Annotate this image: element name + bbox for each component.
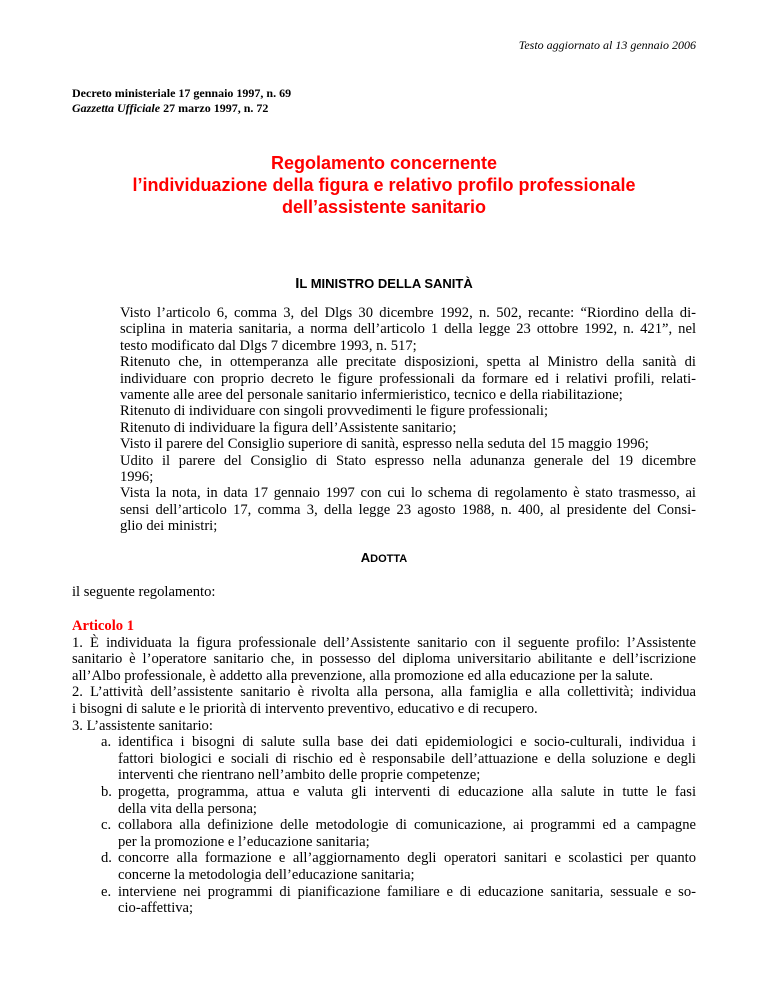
preamble-line: 1996; (120, 469, 154, 486)
adotta-rest: DOTTA (370, 553, 408, 565)
preamble-line: Ritenuto di individuare la figura dell’Assistente sanitario; (120, 419, 457, 436)
item-line: della vita della persona; (118, 800, 257, 817)
item-line: progetta, programma, attua e valuta gli interventi di educazione alla salute in tutte le fasi (118, 783, 696, 800)
title-line-2: l’individuazione della figura e relativo profilo professionale (132, 175, 636, 195)
decree-line: Decreto ministeriale 17 gennaio 1997, n. 69 (72, 86, 292, 100)
item-line: interviene nei programmi di pianificazione familiare e di educazione sanitaria, sessuale e so- (118, 883, 696, 900)
adotta-first-letter: A (360, 550, 371, 565)
list-item (72, 884, 696, 917)
paragraph-3-intro: 3. L’assistente sanitario: (72, 717, 213, 734)
paragraph-2 (72, 684, 696, 717)
minister-rest: L MINISTRO DELLA SANITÀ (299, 276, 473, 291)
list-item (72, 850, 696, 883)
paragraph-line: 1. È individuata la figura professionale dell’Assistente sanitario con il seguente profilo: l’Assistente (72, 634, 696, 651)
gazzetta-line (72, 101, 291, 116)
document-title (0, 152, 768, 218)
item-line: collabora alla definizione delle metodologie di comunicazione, ai programmi ed a campagne (118, 817, 696, 834)
paragraph-line: 2. L’attività dell’assistente sanitario è rivolta alla persona, alla famiglia e alla collettività; individua (72, 684, 696, 701)
paragraph-line: i bisogni di salute e le priorità di intervento preventivo, educativo e di recupero. (72, 700, 538, 717)
item-letter: c. (101, 817, 112, 834)
item-line: identifica i bisogni di salute sulla base dei dati epidemiologici e socio-culturali, individua i (118, 734, 696, 751)
item-line: interventi che rientrano nell’ambito delle proprie competenze; (118, 767, 481, 784)
item-letter: e. (101, 883, 112, 900)
paragraph-line: all’Albo professionale, è addetto alla prevenzione, alla promozione ed alla educazione per la salute. (72, 667, 654, 684)
list-item (72, 784, 696, 817)
article-1 (72, 618, 696, 917)
minister-first-letter: I (295, 275, 300, 292)
updated-date-note: Testo aggiornato al 13 gennaio 2006 (518, 38, 696, 52)
title-line-1: Regolamento concernente (270, 153, 498, 173)
preamble-line: testo modificato dal Dlgs 7 dicembre 1993, n. 517; (120, 337, 417, 354)
preamble-line: sciplina in materia sanitaria, a norma dell’articolo 1 della legge 23 ottobre 1992, n. 421”, nel (120, 321, 696, 338)
preamble-line: vamente alle aree del personale sanitario infermieristico, tecnico e della riabilitazione; (120, 387, 623, 404)
item-line: per la promozione e l’educazione sanitaria; (118, 833, 370, 850)
adotta-heading (0, 550, 768, 565)
preamble-line: Udito il parere del Consiglio di Stato espresso nella adunanza generale del 19 dicembre (120, 452, 696, 469)
paragraph-1 (72, 635, 696, 685)
item-line: cio-affettiva; (118, 900, 194, 917)
preamble (120, 305, 696, 535)
item-letter: d. (101, 850, 112, 867)
preamble-line: Ritenuto che, in ottemperanza alle precitate disposizioni, spetta al Ministro della sanità di (120, 354, 696, 371)
article-title: Articolo 1 (72, 618, 135, 634)
paragraph-line: sanitario è l’operatore sanitario che, in possesso del diploma universitario abilitante e dell’iscrizione (72, 651, 696, 668)
item-letter: a. (101, 734, 112, 751)
preamble-line: Vista la nota, in data 17 gennaio 1997 con cui lo schema di regolamento è stato trasmesso, ai (120, 485, 696, 502)
minister-heading (0, 275, 768, 292)
preamble-line: glio dei ministri; (120, 518, 218, 535)
list-item (72, 817, 696, 850)
intro-text: il seguente regolamento: (72, 584, 216, 600)
preamble-line: Visto il parere del Consiglio superiore di sanità, espresso nella seduta del 15 maggio 1996; (120, 436, 649, 453)
title-line-3: dell’assistente sanitario (281, 197, 487, 217)
decree-reference (72, 86, 291, 116)
preamble-line: Ritenuto di individuare con singoli provvedimenti le figure professionali; (120, 403, 549, 420)
list-item (72, 734, 696, 784)
item-line: concorre alla formazione e all’aggiornamento degli operatori sanitari e scolastici per quanto (118, 850, 696, 867)
item-line: concerne la metodologia dell’educazione sanitaria; (118, 866, 415, 883)
competence-list (72, 734, 696, 917)
preamble-line: individuare con proprio decreto le figure professionali da formare ed i relativi profili, relati- (120, 370, 696, 387)
preamble-line: Visto l’articolo 6, comma 3, del Dlgs 30 dicembre 1992, n. 502, recante: “Riordino della di- (120, 305, 696, 321)
preamble-line: sensi dell’articolo 17, comma 3, della legge 23 agosto 1988, n. 400, al presidente del Consi- (120, 501, 696, 518)
item-letter: b. (101, 783, 112, 800)
gazzetta-name: Gazzetta Ufficiale (72, 101, 161, 115)
gazzetta-date: 27 marzo 1997, n. 72 (160, 101, 269, 115)
item-line: fattori biologici e sociali di rischio ed è responsabile dell’attuazione e della soluzione e degli (118, 750, 696, 767)
